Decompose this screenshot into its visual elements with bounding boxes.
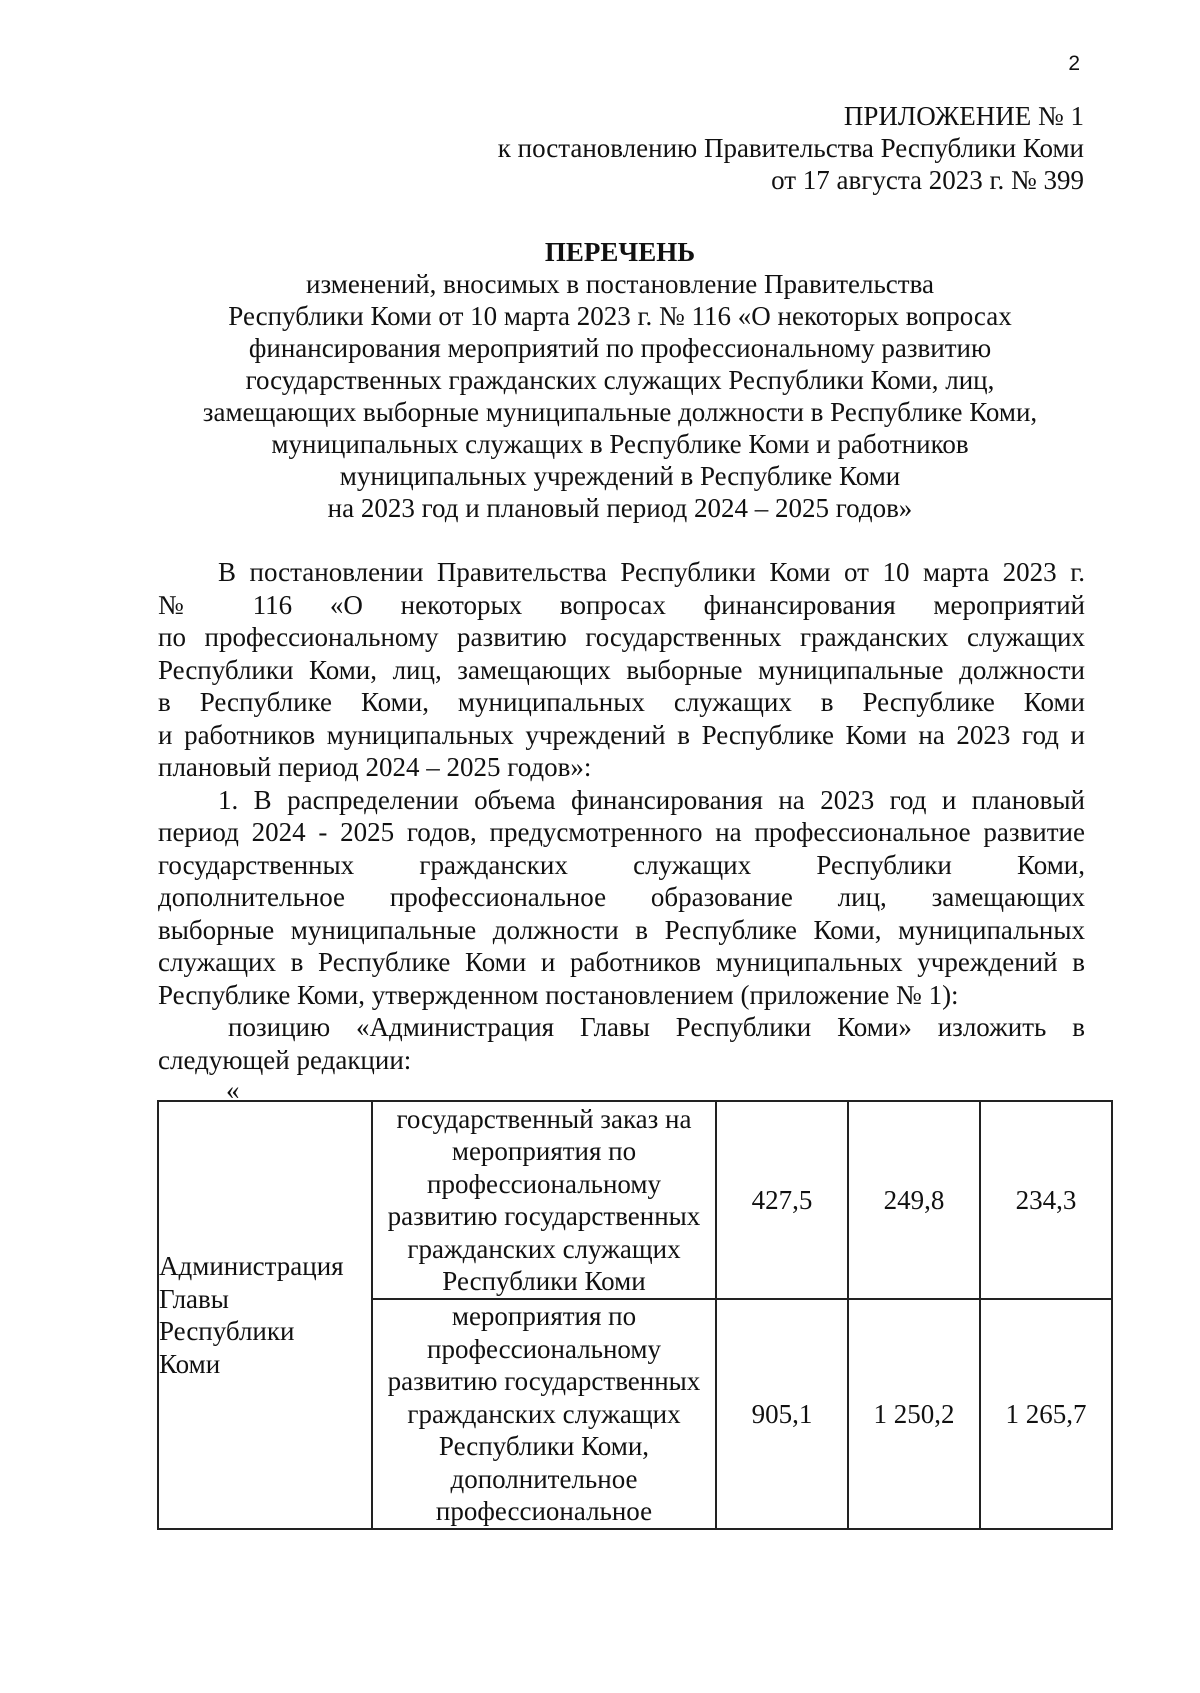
subtitle-line: муниципальных служащих в Республике Коми и работников	[271, 429, 969, 459]
subtitle-line: изменений, вносимых в постановление Правительства	[306, 269, 934, 299]
org-line: Администрация	[159, 1251, 344, 1281]
opening-quote: «	[226, 1075, 240, 1105]
purpose-line: дополнительное	[450, 1463, 638, 1494]
text-line: следующей редакции:	[158, 1044, 412, 1075]
text-line: государственных гражданских служащих Республики Коми,	[158, 849, 1085, 880]
organization-cell	[158, 1101, 372, 1529]
value-2023-cell: 427,5	[716, 1101, 848, 1299]
subtitle-line: государственных гражданских служащих Республики Коми, лиц,	[245, 365, 995, 395]
text-line: Республике Коми, утвержденном постановлением (приложение № 1):	[158, 979, 959, 1010]
paragraph-intro	[158, 556, 1085, 784]
purpose-line: профессиональное	[435, 1496, 653, 1527]
value-2024-cell: 1 250,2	[848, 1299, 980, 1529]
body-text	[158, 556, 1085, 1076]
value-2025-cell: 1 265,7	[980, 1299, 1112, 1529]
purpose-line: гражданских служащих	[407, 1398, 681, 1429]
paragraph-item-1	[158, 784, 1085, 1012]
value-2025-cell: 234,3	[980, 1101, 1112, 1299]
value-2023-cell: 905,1	[716, 1299, 848, 1529]
subtitle-line: на 2023 год и плановый период 2024 – 2025 годов»	[327, 493, 913, 523]
allocation-table	[157, 1100, 1113, 1530]
text-line: плановый период 2024 – 2025 годов»:	[158, 752, 592, 782]
purpose-line: государственный заказ на	[396, 1103, 692, 1134]
text-line: в Республике Коми, муниципальных служащих в Республике Коми	[158, 687, 1085, 717]
text-line: служащих в Республике Коми и работников муниципальных учреждений в	[158, 947, 1085, 977]
subtitle-line: финансирования мероприятий по профессиональному развитию	[248, 333, 992, 363]
text-line: Республики Коми, лиц, замещающих выборные муниципальные должности	[158, 654, 1085, 685]
purpose-line: мероприятия по	[451, 1301, 637, 1332]
purpose-line: развитию государственных	[387, 1366, 701, 1397]
table-row	[158, 1101, 1112, 1299]
text-line: № 116 «О некоторых вопросах финансирования мероприятий	[158, 589, 1085, 620]
purpose-line: Республики Коми	[442, 1266, 646, 1296]
paragraph-position	[158, 1011, 1085, 1076]
purpose-line: профессиональному	[427, 1333, 661, 1364]
subtitle-line: Республики Коми от 10 марта 2023 г. № 116 «О некоторых вопросах	[228, 301, 1012, 331]
text-line: дополнительное профессиональное образование лиц, замещающих	[158, 882, 1085, 912]
text-line: период 2024 - 2025 годов, предусмотренного на профессиональное развитие	[158, 817, 1085, 847]
text-line: и работников муниципальных учреждений в Республике Коми на 2023 год и	[158, 719, 1085, 750]
purpose-cell	[372, 1299, 716, 1529]
appendix-reference: к постановлению Правительства Республики Коми	[497, 133, 1084, 163]
text-line: позицию «Администрация Главы Республики Коми» изложить в	[228, 1012, 1085, 1042]
appendix-header	[498, 100, 1084, 196]
appendix-number: ПРИЛОЖЕНИЕ № 1	[843, 101, 1084, 131]
org-line: Республики	[159, 1316, 295, 1346]
document-title: ПЕРЕЧЕНЬ	[544, 237, 696, 267]
org-line: Коми	[159, 1348, 221, 1379]
text-line: по профессиональному развитию государственных гражданских служащих	[158, 622, 1085, 652]
purpose-line: Республики Коми,	[438, 1431, 650, 1462]
purpose-line: развитию государственных	[387, 1201, 701, 1231]
org-line: Главы	[159, 1283, 229, 1314]
value-2024-cell: 249,8	[848, 1101, 980, 1299]
appendix-date: от 17 августа 2023 г. № 399	[771, 165, 1084, 195]
purpose-cell	[372, 1101, 716, 1299]
text-line: 1. В распределении объема финансирования на 2023 год и плановый	[218, 784, 1085, 815]
subtitle-line: муниципальных учреждений в Республике Коми	[339, 461, 901, 491]
purpose-line: гражданских служащих	[407, 1233, 681, 1264]
text-line: В постановлении Правительства Республики Коми от 10 марта 2023 г.	[218, 557, 1085, 587]
text-line: выборные муниципальные должности в Республике Коми, муниципальных	[158, 914, 1085, 945]
subtitle-line: замещающих выборные муниципальные должности в Республике Коми,	[202, 397, 1038, 427]
purpose-line: мероприятия по	[451, 1136, 637, 1166]
purpose-line: профессиональному	[427, 1168, 661, 1199]
document-subtitle	[0, 268, 1200, 524]
page-number: 2	[1068, 52, 1080, 75]
